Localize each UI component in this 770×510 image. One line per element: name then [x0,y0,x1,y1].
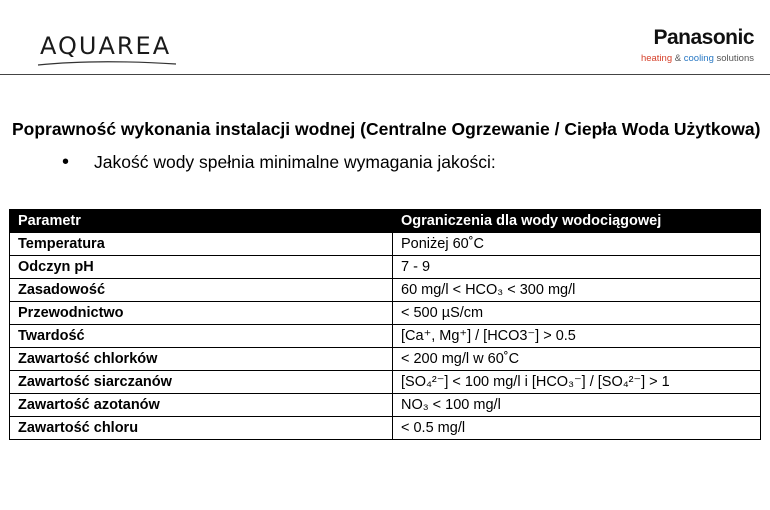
table-row [10,371,761,394]
header-bar [0,0,770,76]
cell-limit: [Ca⁺, Mg⁺] / [HCO3⁻] > 0.5 [393,325,761,348]
cell-parameter: Zawartość azotanów [10,394,393,417]
page-heading: Poprawność wykonania instalacji wodnej (Centralne Ogrzewanie / Ciepła Woda Użytkowa) [12,119,761,139]
table-row [10,279,761,302]
table-header-row [10,210,761,233]
cell-parameter: Twardość [10,325,393,348]
water-quality-table [9,209,761,440]
cell-parameter: Odczyn pH [10,256,393,279]
table-row [10,325,761,348]
cell-limit: < 0.5 mg/l [393,417,761,440]
column-header-parameter: Parametr [10,210,393,233]
table-row [10,302,761,325]
cell-limit: < 200 mg/l w 60˚C [393,348,761,371]
cell-parameter: Zasadowość [10,279,393,302]
tagline-heating: heating [640,53,673,64]
tagline-amp: & [672,53,684,64]
cell-limit: NO₃ < 100 mg/l [393,394,761,417]
bullet-item [62,151,496,174]
cell-parameter: Temperatura [10,233,393,256]
cell-limit: 7 - 9 [393,256,761,279]
tagline-cooling: cooling [683,53,714,64]
cell-limit: < 500 µS/cm [393,302,761,325]
table-row [10,348,761,371]
cell-limit: [SO₄²⁻] < 100 mg/l i [HCO₃⁻] / [SO₄²⁻] > 1 [393,371,761,394]
aquarea-swoosh-icon [36,58,178,68]
bullet-icon: • [62,151,70,173]
bullet-text: Jakość wody spełnia minimalne wymagania jakości: [94,152,496,172]
cell-parameter: Zawartość chlorków [10,348,393,371]
table-row [10,233,761,256]
brand-name: Panasonic [653,26,754,49]
table-row [10,394,761,417]
cell-parameter: Przewodnictwo [10,302,393,325]
table-row [10,417,761,440]
header-divider [0,74,770,75]
cell-parameter: Zawartość siarczanów [10,371,393,394]
aquarea-logo: AQUAREA [40,32,172,60]
cell-limit: Poniżej 60˚C [393,233,761,256]
brand-tagline [641,53,754,65]
column-header-limits: Ograniczenia dla wody wodociągowej [393,210,761,233]
cell-limit: 60 mg/l < HCO₃ < 300 mg/l [393,279,761,302]
cell-parameter: Zawartość chloru [10,417,393,440]
tagline-solutions: solutions [713,53,754,64]
table-row [10,256,761,279]
panasonic-logo [641,26,754,65]
